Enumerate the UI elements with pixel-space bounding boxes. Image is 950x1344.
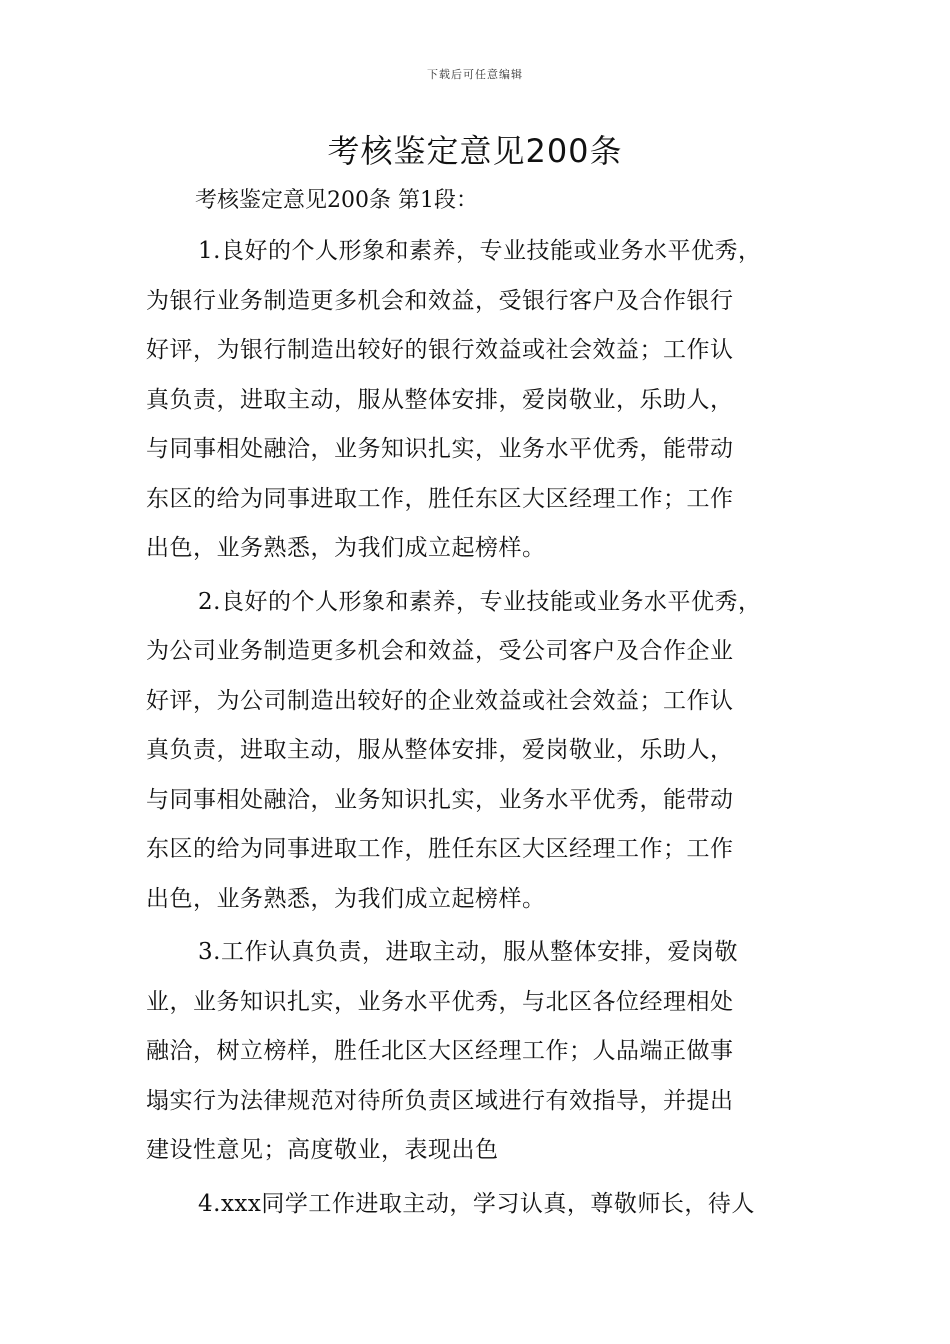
text-line: 东区的给为同事进取工作，胜任东区大区经理工作；工作 — [146, 836, 734, 862]
text-line: 塌实行为法律规范对待所负责区域进行有效指导，并提出 — [146, 1087, 734, 1114]
text-line: 融洽，树立榜样，胜任北区大区经理工作；人品端正做事 — [146, 1038, 734, 1064]
paragraph-1 — [146, 227, 818, 574]
document-body — [146, 227, 818, 1233]
text-line: 建设性意见；高度敬业，表现出色 — [146, 1137, 499, 1163]
text-line: 真负责，进取主动，服从整体安排，爱岗敬业，乐助人， — [146, 386, 734, 413]
text-line: 与同事相处融洽，业务知识扎实，业务水平优秀，能带动 — [146, 786, 734, 813]
text-line: 业，业务知识扎实，业务水平优秀，与北区各位经理相处 — [146, 988, 734, 1015]
text-line: 好评，为公司制造出较好的企业效益或社会效益；工作认 — [146, 687, 734, 714]
text-line: 2.良好的个人形象和素养，专业技能或业务水平优秀， — [198, 588, 762, 615]
text-line: 4.xxx同学工作进取主动，学习认真，尊敬师长，待人 — [198, 1190, 755, 1217]
document-title: 考核鉴定意见200条 — [327, 132, 623, 170]
text-line: 出色，业务熟悉，为我们成立起榜样。 — [146, 535, 546, 561]
text-line: 真负责，进取主动，服从整体安排，爱岗敬业，乐助人， — [146, 737, 734, 763]
text-line: 出色，业务熟悉，为我们成立起榜样。 — [146, 885, 546, 912]
text-line: 为银行业务制造更多机会和效益，受银行客户及合作银行 — [146, 287, 734, 314]
section-subtitle: 考核鉴定意见200条 第1段： — [195, 188, 478, 213]
paragraph-3 — [146, 928, 818, 1176]
text-line: 东区的给为同事进取工作，胜任东区大区经理工作；工作 — [146, 485, 734, 512]
header-note: 下载后可任意编辑 — [427, 68, 523, 81]
text-line: 为公司业务制造更多机会和效益，受公司客户及合作企业 — [146, 638, 734, 664]
text-line: 好评，为银行制造出较好的银行效益或社会效益；工作认 — [146, 337, 734, 363]
text-line: 1.良好的个人形象和素养，专业技能或业务水平优秀， — [198, 238, 762, 264]
paragraph-4 — [146, 1180, 818, 1230]
text-line: 与同事相处融洽，业务知识扎实，业务水平优秀，能带动 — [146, 436, 734, 462]
text-line: 3.工作认真负责，进取主动，服从整体安排，爱岗敬 — [198, 939, 738, 965]
paragraph-2 — [146, 578, 818, 925]
